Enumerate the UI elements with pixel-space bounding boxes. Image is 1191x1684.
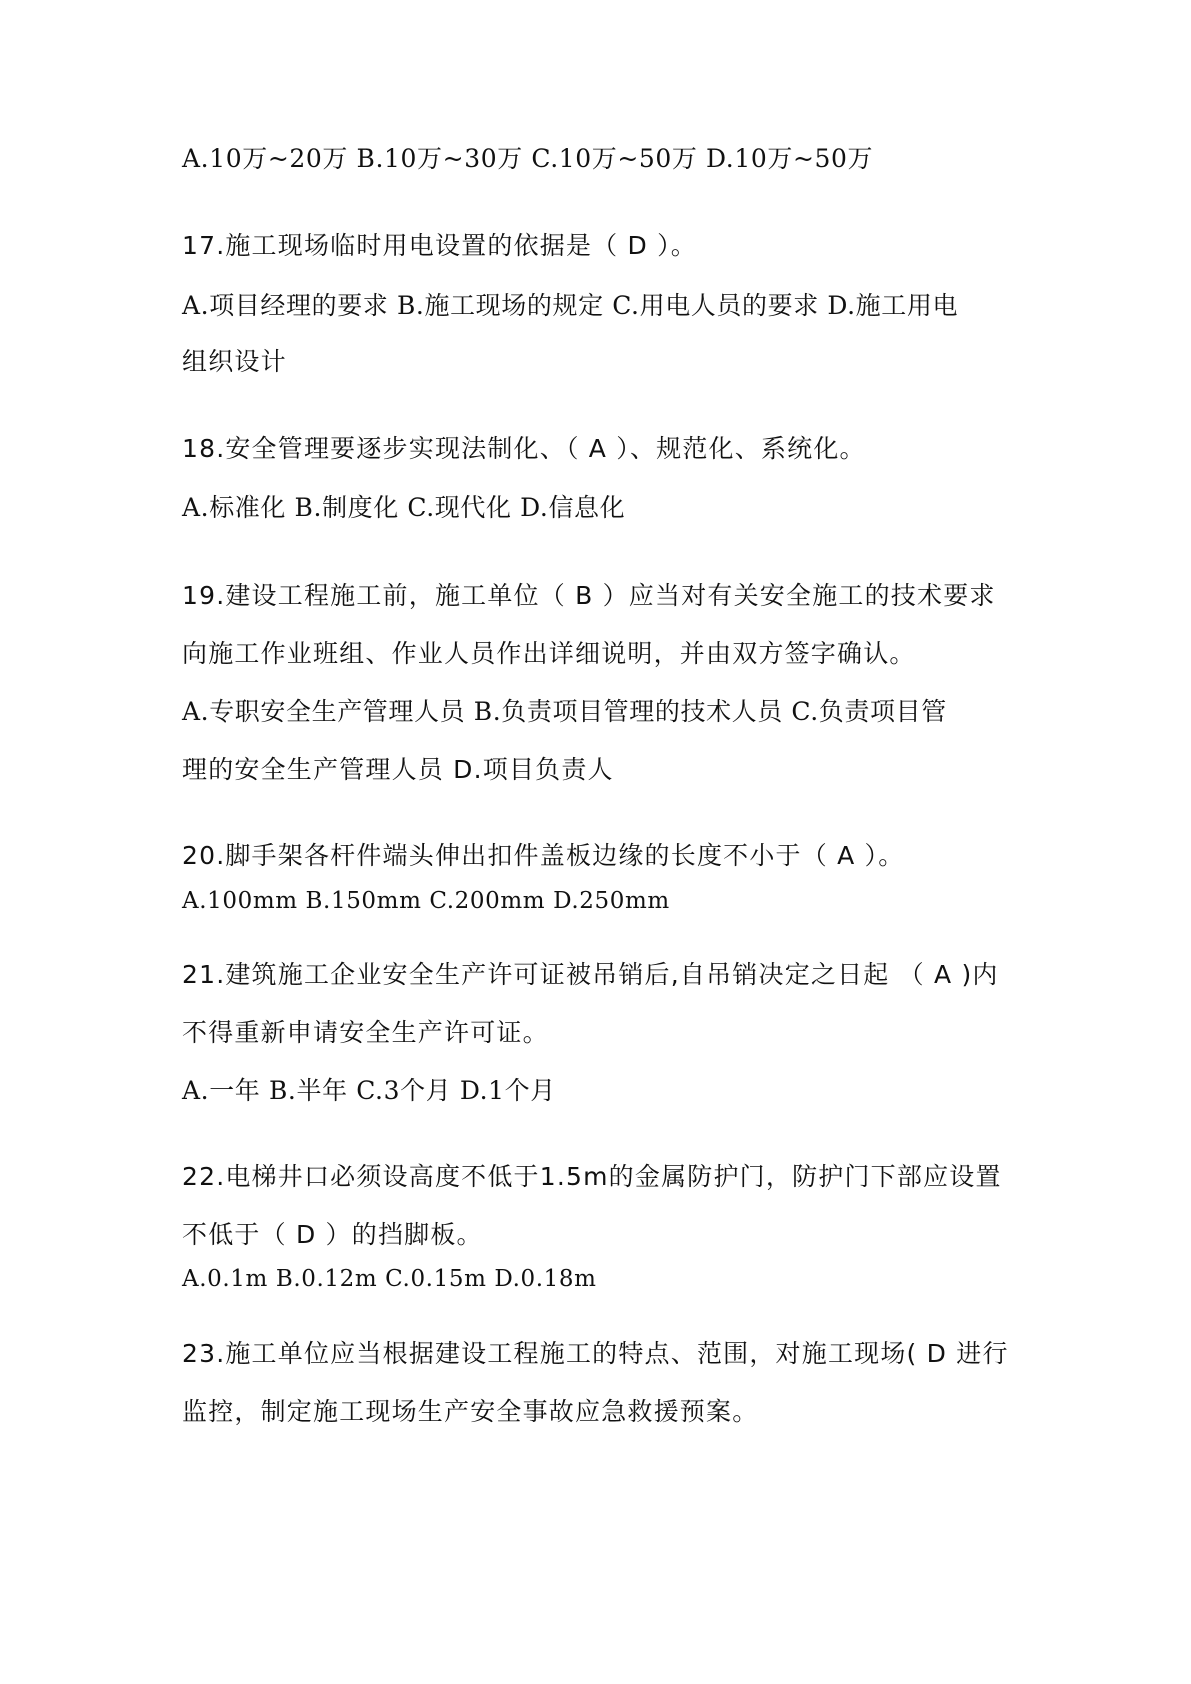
q21-question-line-cont: 不得重新申请安全生产许可证。 [182, 1018, 549, 1047]
q18-question-line: 18.安全管理要逐步实现法制化、（ A ）、规范化、系统化。 [182, 434, 866, 463]
q18-options-line: A.标准化 B.制度化 C.现代化 D.信息化 [182, 493, 626, 522]
q19-options-line-cont: 理的安全生产管理人员 D.项目负责人 [182, 755, 614, 784]
q19-options-line: A.专职安全生产管理人员 B.负责项目管理的技术人员 C.负责项目管 [182, 697, 947, 726]
q22-options-line: A.0.1m B.0.12m C.0.15m D.0.18m [182, 1266, 597, 1292]
q21-options-line: A.一年 B.半年 C.3个月 D.1个月 [182, 1076, 556, 1105]
q17-options-line: A.项目经理的要求 B.施工现场的规定 C.用电人员的要求 D.施工用电 [182, 291, 959, 320]
q20-options-line: A.100mm B.150mm C.200mm D.250mm [182, 888, 670, 914]
q22-question-line: 22.电梯井口必须设高度不低于1.5m的金属防护门，防护门下部应设置 [182, 1162, 1002, 1191]
q17-options-line-cont: 组织设计 [182, 347, 287, 376]
q20-question-line: 20.脚手架各杆件端头伸出扣件盖板边缘的长度不小于（ A ）。 [182, 841, 905, 870]
q21-question-line: 21.建筑施工企业安全生产许可证被吊销后,自吊销决定之日起 （ A )内 [182, 960, 999, 989]
q17-question-line: 17.施工现场临时用电设置的依据是（ D ）。 [182, 231, 698, 260]
q19-question-line: 19.建设工程施工前，施工单位（ B ）应当对有关安全施工的技术要求 [182, 581, 996, 610]
q23-question-line: 23.施工单位应当根据建设工程施工的特点、范围，对施工现场( D 进行 [182, 1339, 1009, 1368]
q23-question-line-cont: 监控，制定施工现场生产安全事故应急救援预案。 [182, 1397, 759, 1426]
q16-options-line: A.10万~20万 B.10万~30万 C.10万~50万 D.10万~50万 [182, 144, 874, 173]
q22-question-line-cont: 不低于（ D ）的挡脚板。 [182, 1220, 483, 1249]
q19-question-line-cont: 向施工作业班组、作业人员作出详细说明，并由双方签字确认。 [182, 639, 916, 668]
